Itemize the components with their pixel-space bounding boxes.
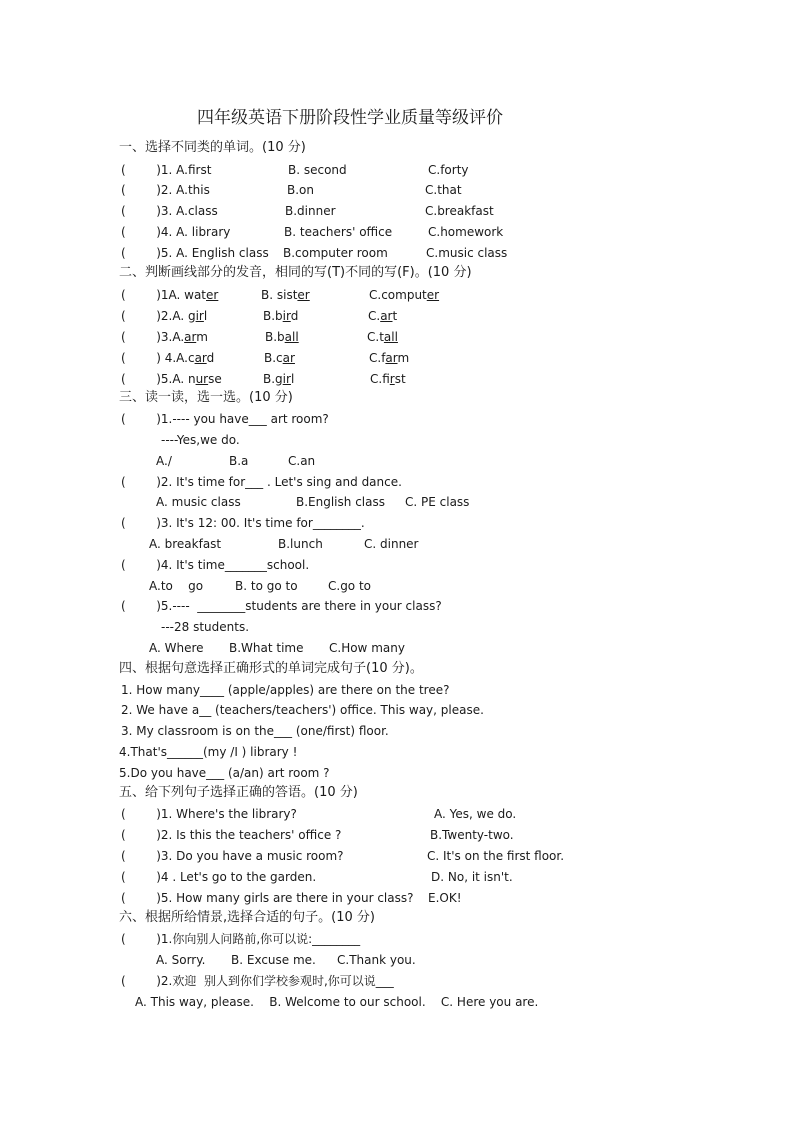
s2-q4: ( ) 4.A.card <box>121 351 215 365</box>
s6-q1-c: C.Thank you. <box>337 953 416 967</box>
s1-q2-b: B.on <box>287 183 314 197</box>
s5-q3: ( )3. Do you have a music room? <box>121 849 344 863</box>
s3-q3: ( )3. It's 12: 00. It's time for________. <box>121 516 365 530</box>
s3-q3-b: B.lunch <box>278 537 323 551</box>
s2-q1: ( )1A. water <box>121 288 219 302</box>
s1-q3: ( )3. A.class <box>121 204 218 218</box>
s5-ans-d: D. No, it isn't. <box>431 870 513 884</box>
s4-item-3: 3. My classroom is on the___ (one/first) floor. <box>121 724 389 738</box>
section-5-heading: 五、给下列句子选择正确的答语。(10 分) <box>119 785 358 800</box>
s5-ans-c: C. It's on the first floor. <box>427 849 565 863</box>
s3-q1-a: A./ <box>156 454 172 468</box>
s3-q3-a: A. breakfast <box>149 537 222 551</box>
s3-q5-a: A. Where <box>149 641 204 655</box>
s2-q2-b: B.bird <box>263 309 299 323</box>
s1-q4-c: C.homework <box>428 225 504 239</box>
s2-q2: ( )2.A. girl <box>121 309 208 323</box>
s4-item-1: 1. How many____ (apple/apples) are there on the tree? <box>121 683 450 697</box>
s6-q1: ( )1.你向别人问路前,你可以说:________ <box>121 932 361 946</box>
s1-q1-c: C.forty <box>428 163 469 177</box>
s2-q4-b: B.car <box>264 351 295 365</box>
s3-q2-c: C. PE class <box>405 495 470 509</box>
s1-q4-b: B. teachers' office <box>284 225 393 239</box>
s1-q4: ( )4. A. library <box>121 225 231 239</box>
section-3-heading: 三、读一读，选一选。(10 分) <box>119 390 293 405</box>
s3-q4-a: A.to go <box>149 579 204 593</box>
s2-q1-b: B. sister <box>261 288 310 302</box>
s1-q1: ( )1. A.first <box>121 163 212 177</box>
page-title: 四年级英语下册阶段性学业质量等级评价 <box>197 108 503 128</box>
s1-q3-b: B.dinner <box>285 204 336 218</box>
s5-q2: ( )2. Is this the teachers' office ? <box>121 828 342 842</box>
s2-q2-c: C.art <box>368 309 398 323</box>
section-4-heading: 四、根据句意选择正确形式的单词完成句子(10 分)。 <box>119 661 423 676</box>
s2-q5-b: B.girl <box>263 372 295 386</box>
s5-q5: ( )5. How many girls are there in your class? <box>121 891 414 905</box>
s1-q2: ( )2. A.this <box>121 183 210 197</box>
s4-item-2: 2. We have a__ (teachers/teachers') office. This way, please. <box>121 703 484 717</box>
s3-q5: ( )5.---- ________students are there in your class? <box>121 599 442 613</box>
s6-q2: ( )2.欢迎 别人到你们学校参观时,你可以说___ <box>121 974 394 988</box>
s3-q3-c: C. dinner <box>364 537 419 551</box>
s3-q4-b: B. to go to <box>235 579 298 593</box>
s3-q2: ( )2. It's time for___ . Let's sing and dance. <box>121 475 402 489</box>
s6-q1-a: A. Sorry. <box>156 953 206 967</box>
section-1-heading: 一、选择不同类的单词。(10 分) <box>119 140 306 155</box>
s3-q5-c: C.How many <box>329 641 405 655</box>
s2-q5: ( )5.A. nurse <box>121 372 222 386</box>
s1-q5-b: B.computer room <box>283 246 388 260</box>
s2-q3-c: C.tall <box>367 330 398 344</box>
s3-q2-a: A. music class <box>156 495 241 509</box>
s4-item-4: 4.That's______(my /I ) library ! <box>119 745 298 759</box>
s5-ans-a: A. Yes, we do. <box>434 807 517 821</box>
s1-q3-c: C.breakfast <box>425 204 494 218</box>
s6-q2-options: A. This way, please. B. Welcome to our school. C. Here you are. <box>135 995 539 1009</box>
s3-q2-b: B.English class <box>296 495 385 509</box>
s1-q2-c: C.that <box>425 183 462 197</box>
s2-q5-c: C.first <box>370 372 406 386</box>
s3-q4-c: C.go to <box>328 579 372 593</box>
s3-q4: ( )4. It's time_______school. <box>121 558 310 572</box>
s3-q5-b: B.What time <box>229 641 304 655</box>
s5-ans-e: E.OK! <box>428 891 462 905</box>
s3-q1-c: C.an <box>288 454 316 468</box>
s2-q4-c: C.farm <box>369 351 410 365</box>
s5-q4: ( )4 . Let's go to the garden. <box>121 870 317 884</box>
s1-q5: ( )5. A. English class <box>121 246 269 260</box>
s5-ans-b: B.Twenty-two. <box>430 828 514 842</box>
s1-q5-c: C.music class <box>426 246 508 260</box>
s2-q1-c: C.computer <box>369 288 440 302</box>
s3-q1-reply: ----Yes,we do. <box>161 433 240 447</box>
s3-q1-b: B.a <box>229 454 249 468</box>
s6-q1-b: B. Excuse me. <box>231 953 316 967</box>
s4-item-5: 5.Do you have___ (a/an) art room ? <box>119 766 330 780</box>
s2-q3: ( )3.A.arm <box>121 330 208 344</box>
section-2-heading: 二、判断画线部分的发音，相同的写(T)不同的写(F)。(10 分) <box>119 265 472 280</box>
s3-q1: ( )1.---- you have___ art room? <box>121 412 329 426</box>
section-6-heading: 六、根据所给情景,选择合适的句子。(10 分) <box>119 910 375 925</box>
s1-q1-b: B. second <box>288 163 347 177</box>
s2-q3-b: B.ball <box>265 330 299 344</box>
s5-q1: ( )1. Where's the library? <box>121 807 297 821</box>
s3-q5-reply: ---28 students. <box>161 620 250 634</box>
